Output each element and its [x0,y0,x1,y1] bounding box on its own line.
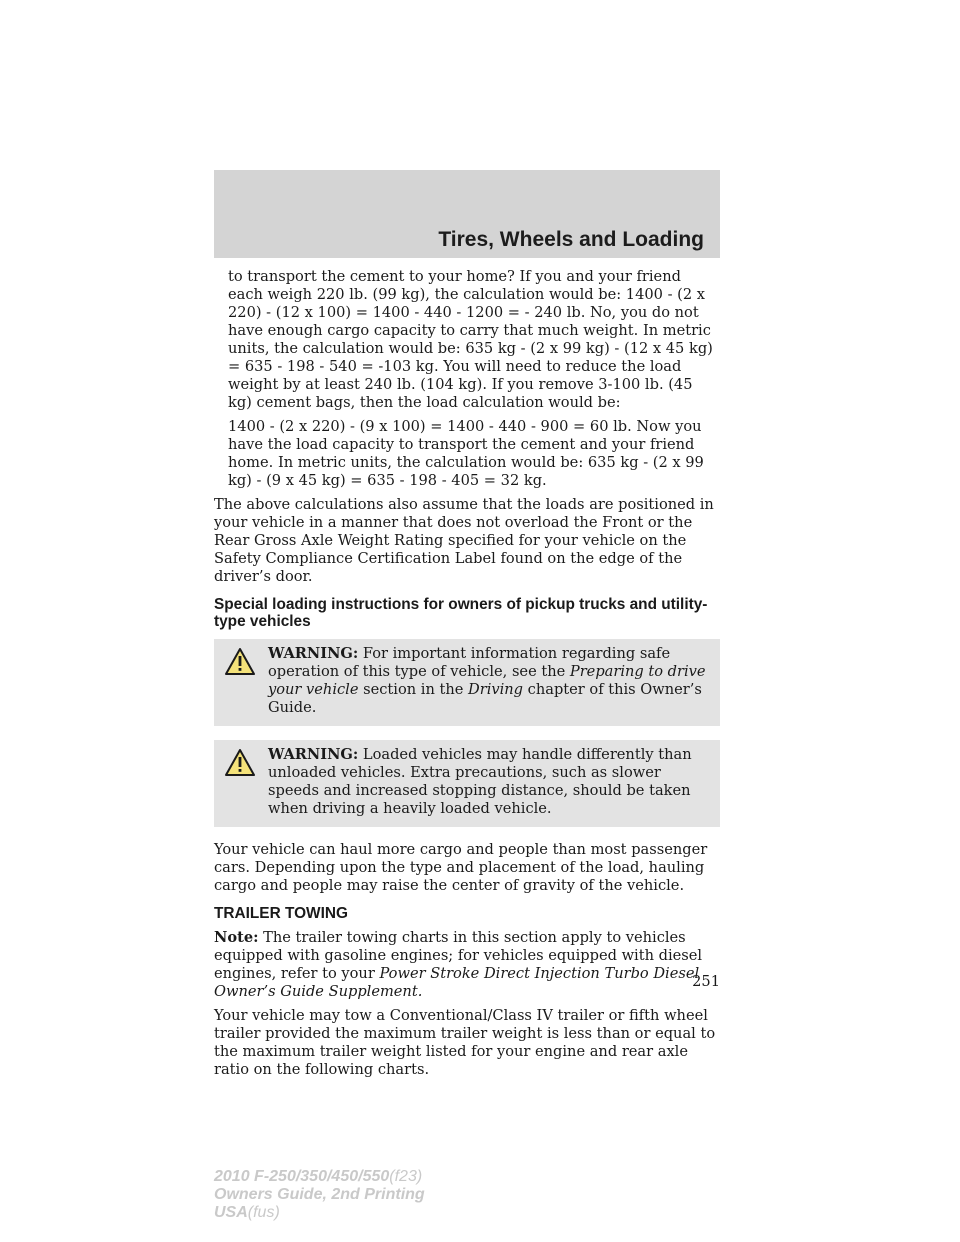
trailer-towing-heading: TRAILER TOWING [214,905,348,922]
trailer-note-paragraph [214,929,720,1001]
page-number: 251 [692,973,720,990]
warning-triangle-icon [224,647,256,676]
note-text: The trailer towing charts in this section apply to vehicles equipped with gasoline engines; for vehicles equipped with diesel engines, refer to your [214,929,703,982]
footer-market: USA [214,1204,248,1221]
calculation-paragraph-1: to transport the cement to your home? If you and your friend each weigh 220 lb. (99 kg), the calculation would be: 1400 - (2 x 220) - (12 x 100) = 1400 - 440 - 1200 = - 240 lb. No, you do not have enough cargo capacity to carry that much weight. In metric units, the calculation would be: 635 kg - (2 x 99 kg) - (12 x 45 kg) = 635 - 198 - 540 = -103 kg. You will need to reduce the load weight by at least 240 lb. (104 kg). If you remove 3-100 lb. (45 kg) cement bags, then the load calculation would be: [228,268,713,411]
loading-assumption-paragraph: The above calculations also assume that the loads are positioned in your vehicle in a manner that does not overload the Front or the Rear Gross Axle Weight Rating specified for your vehicle on the Safety Compliance Certification Label found on the edge of the driver’s door. [214,496,714,585]
footer-market-code: (fus) [247,1204,280,1221]
warning-text-handling [222,746,712,818]
footer-line-model [214,1168,425,1186]
warning-label: WARNING: [268,645,359,662]
warning-box-handling [214,740,720,827]
page-content [214,268,720,1085]
warning-text: Loaded vehicles may handle differently than unloaded vehicles. Extra precautions, such as slower speeds and increased stopping distance, should be taken when driving a heavily loaded vehicle. [268,746,692,817]
warning-label: WARNING: [268,746,359,763]
chapter-title: Tires, Wheels and Loading [438,228,704,251]
warning-text-b: section in the [363,681,464,698]
special-loading-subheading: Special loading instructions for owners of pickup trucks and utility-type vehicles [214,596,708,630]
warning-reference-title: Preparing to drive your vehicle [268,663,706,698]
chapter-header-band [214,170,720,258]
warning-text-c: chapter of this Owner’s Guide. [268,681,702,716]
warning-box-pickup [214,639,720,726]
warning-chapter-name: Driving [468,681,524,698]
footer-line-market [214,1204,425,1222]
footer-line-printing: Owners Guide, 2nd Printing [214,1186,425,1203]
warning-text-pickup [222,645,712,717]
diesel-guide-reference: Power Stroke Direct Injection Turbo Diesel Owner’s Guide Supplement. [214,965,700,1000]
warning-text-a: For important information regarding safe operation of this type of vehicle, see the [268,645,671,680]
footer-model-code: (f23) [389,1168,423,1185]
warning-triangle-icon [224,748,256,777]
center-of-gravity-paragraph: Your vehicle can haul more cargo and people than most passenger cars. Depending upon the type and placement of the load, hauling cargo and people may raise the center of gravity of the vehicle. [214,841,708,894]
footer-model: 2010 F-250/350/450/550 [214,1168,390,1185]
document-footer [214,1168,425,1222]
trailer-weight-paragraph: Your vehicle may tow a Conventional/Class IV trailer or fifth wheel trailer provided the maximum trailer weight is less than or equal to the maximum trailer weight listed for your engine and rear axle ratio on the following charts. [214,1007,716,1078]
note-label: Note: [214,929,259,946]
calculation-paragraph-2: 1400 - (2 x 220) - (9 x 100) = 1400 - 440 - 900 = 60 lb. Now you have the load capacity to transport the cement and your friend home. In metric units, the calculation would be: 635 kg - (2 x 99 kg) - (9 x 45 kg) = 635 - 198 - 405 = 32 kg. [228,418,704,489]
